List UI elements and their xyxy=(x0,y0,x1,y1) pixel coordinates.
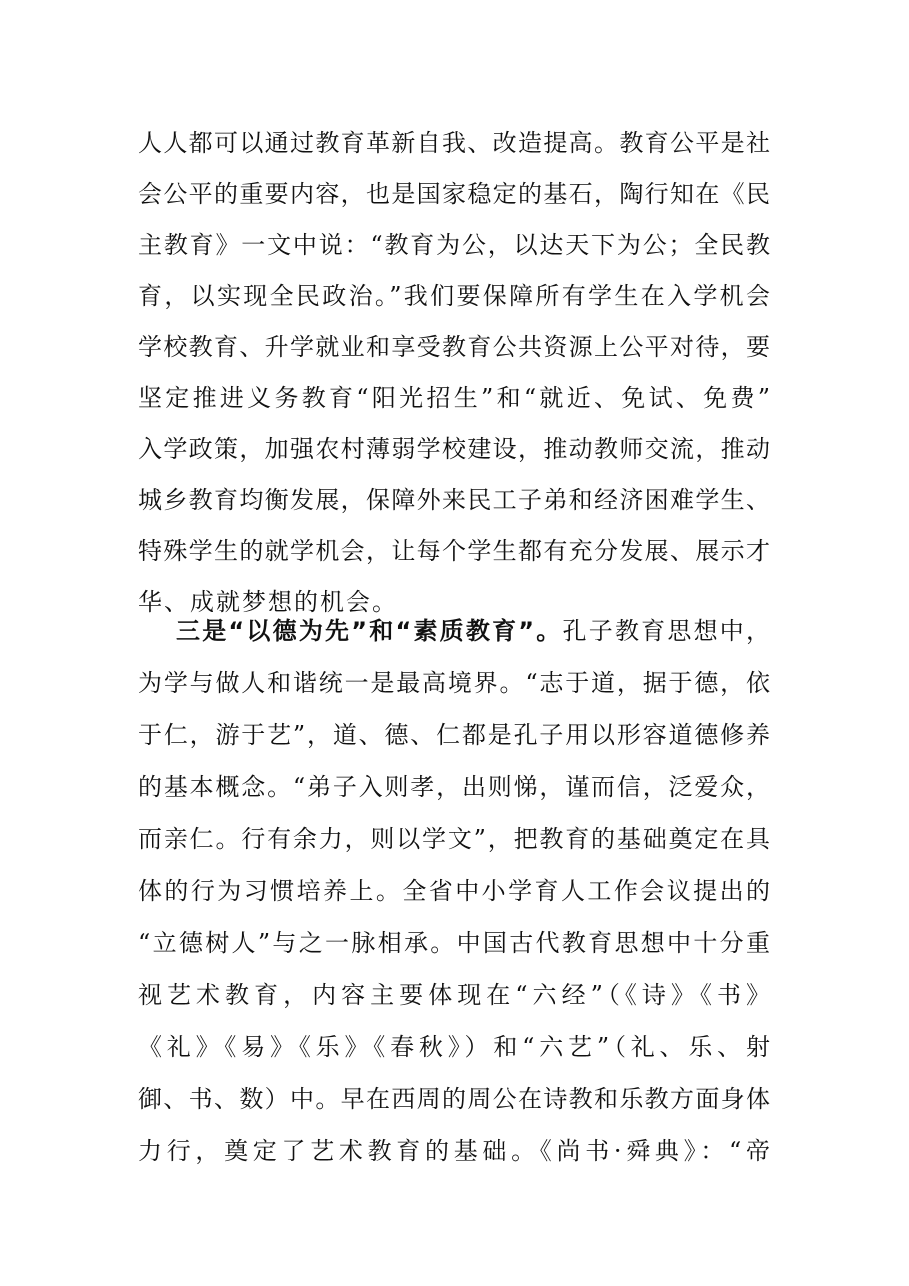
text-line: “立德树人”与之一脉相承。中国古代教育思想中十分重 xyxy=(138,929,770,957)
text-line: 坚定推进义务教育“阳光招生”和“就近、免试、免费” xyxy=(138,384,770,412)
text-line: 于仁，游于艺”，道、德、仁都是孔子用以形容道德修养 xyxy=(138,721,770,749)
text-line: 入学政策，加强农村薄弱学校建设，推动教师交流，推动 xyxy=(138,435,770,463)
text-line: 主教育》一文中说：“教育为公，以达天下为公；全民教 xyxy=(138,231,770,259)
text-line: 特殊学生的就学机会，让每个学生都有充分发展、展示才 xyxy=(138,537,770,565)
text-line: 学校教育、升学就业和享受教育公共资源上公平对待，要 xyxy=(138,333,770,361)
text-line: 御、书、数）中。早在西周的周公在诗教和乐教方面身体 xyxy=(138,1085,770,1113)
text-line: 《礼》《易》《乐》《春秋》）和“六艺”（礼、乐、射 xyxy=(138,1033,770,1061)
text-line: 育，以实现全民政治。”我们要保障所有学生在入学机会 xyxy=(138,282,770,310)
text-line-first xyxy=(176,611,770,651)
paragraph-first-line-text: 孔子教育思想中， xyxy=(562,617,771,645)
paragraph-heading: 三是“以德为先”和“素质教育”。 xyxy=(176,617,563,645)
text-line: 视艺术教育，内容主要体现在“六经”（《诗》《书》 xyxy=(138,981,770,1009)
text-line: 为学与做人和谐统一是最高境界。“志于道，据于德，依 xyxy=(138,669,770,697)
text-line: 的基本概念。“弟子入则孝，出则悌，谨而信，泛爱众， xyxy=(138,773,770,801)
text-line: 会公平的重要内容，也是国家稳定的基石，陶行知在《民 xyxy=(138,180,770,208)
text-line: 体的行为习惯培养上。全省中小学育人工作会议提出的 xyxy=(138,877,770,905)
text-line: 而亲仁。行有余力，则以学文”，把教育的基础奠定在具 xyxy=(138,825,770,853)
text-line: 城乡教育均衡发展，保障外来民工子弟和经济困难学生、 xyxy=(138,486,770,514)
text-line: 力行，奠定了艺术教育的基础。《尚书·舜典》：“帝 xyxy=(138,1137,770,1165)
text-line: 华、成就梦想的机会。 xyxy=(138,588,398,616)
text-line: 人人都可以通过教育革新自我、改造提高。教育公平是社 xyxy=(138,129,770,157)
